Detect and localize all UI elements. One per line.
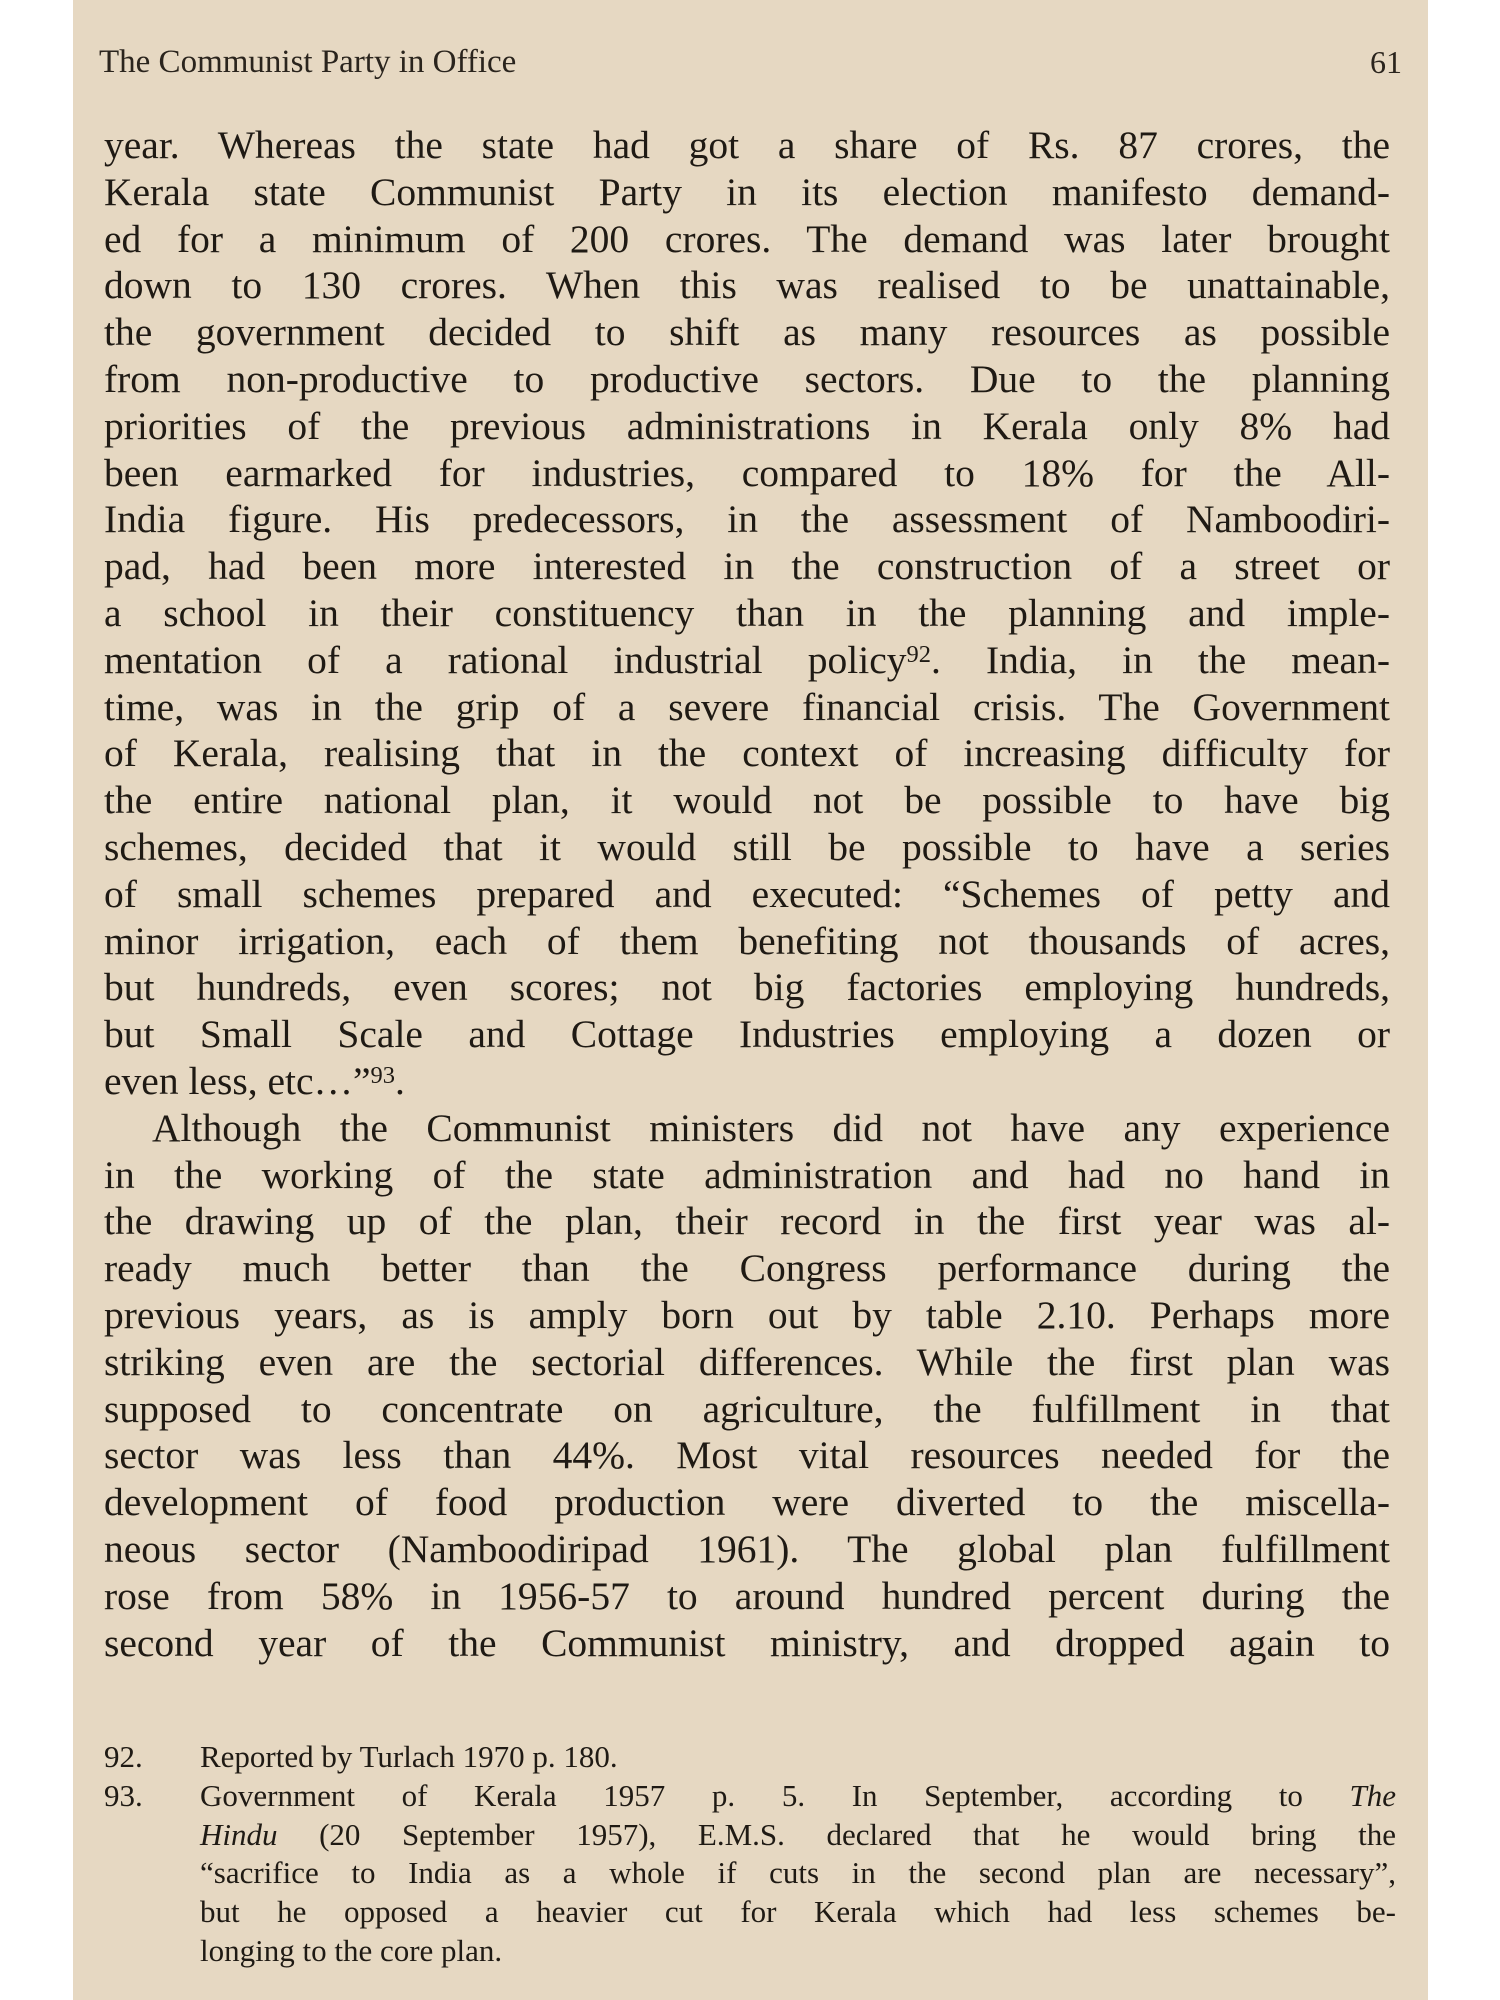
footnote-number: 93. — [104, 1777, 143, 1813]
text-line: development of food production were diverted to the miscella- — [104, 1480, 1390, 1525]
footnote-line: longing to the core plan. — [200, 1932, 503, 1968]
footnote-line: “sacrifice to India as a whole if cuts in the second plan are necessary”, — [200, 1855, 1396, 1891]
text-line: priorities of the previous administrations in Kerala only 8% had — [104, 403, 1390, 448]
text-line — [104, 1058, 1390, 1105]
text-line: but Small Scale and Cottage Industries employing a dozen or — [104, 1012, 1390, 1057]
text-fragment: (20 September 1957), E.M.S. declared that he would bring the — [319, 1816, 1397, 1852]
text-fragment: . — [395, 1058, 405, 1103]
footnote-ref-93[interactable]: 93 — [370, 1061, 395, 1089]
text-line: minor irrigation, each of them benefiting not thousands of acres, — [104, 918, 1390, 963]
text-line: neous sector (Namboodiripad 1961). The global plan fulfillment — [104, 1526, 1390, 1571]
text-fragment: Government of Kerala 1957 p. 5. In September, according to — [200, 1777, 1303, 1813]
text-line — [104, 637, 1390, 684]
book-page — [73, 0, 1428, 2000]
text-line: striking even are the sectorial differences. While the first plan was — [104, 1339, 1390, 1384]
text-line: Although the Communist ministers did not have any experience — [152, 1105, 1390, 1150]
text-line: schemes, decided that it would still be possible to have a series — [104, 824, 1390, 869]
italic-title: The — [1349, 1777, 1396, 1813]
body-text — [104, 122, 1390, 1666]
italic-title: Hindu — [200, 1816, 278, 1852]
text-line: India figure. His predecessors, in the assessment of Namboodiri- — [104, 497, 1390, 542]
footnote-line — [200, 1777, 1396, 1816]
text-line: previous years, as is amply born out by table 2.10. Perhaps more — [104, 1292, 1390, 1337]
text-line: from non-productive to productive sectors. Due to the planning — [104, 356, 1390, 401]
text-line: the entire national plan, it would not be possible to have big — [104, 778, 1390, 823]
text-line: of small schemes prepared and executed: “Schemes of petty and — [104, 871, 1390, 916]
footnote-93 — [104, 1777, 1396, 1971]
text-line: down to 130 crores. When this was realised to be unattainable, — [104, 263, 1390, 308]
text-line: of Kerala, realising that in the context of increasing difficulty for — [104, 731, 1390, 776]
text-line: year. Whereas the state had got a share of Rs. 87 crores, the — [104, 123, 1390, 167]
text-line: time, was in the grip of a severe financial crisis. The Government — [104, 684, 1390, 729]
text-line: sector was less than 44%. Most vital resources needed for the — [104, 1433, 1390, 1478]
text-fragment: mentation of a rational industrial policy — [104, 637, 907, 682]
text-line: supposed to concentrate on agriculture, the fulfillment in that — [104, 1386, 1390, 1431]
footnote-line: Reported by Turlach 1970 p. 180. — [200, 1739, 618, 1774]
text-line: a school in their constituency than in the planning and imple- — [104, 590, 1390, 635]
footnote-line — [200, 1816, 1396, 1855]
footnote-ref-92[interactable]: 92 — [906, 640, 931, 668]
text-fragment: even less, etc…” — [104, 1058, 371, 1103]
page-number: 61 — [1370, 44, 1402, 80]
chapter-title: The Communist Party in Office — [99, 44, 517, 80]
text-line: ready much better than the Congress performance during the — [104, 1246, 1390, 1291]
text-line: the drawing up of the plan, their record in the first year was al- — [104, 1199, 1390, 1244]
text-line: ed for a minimum of 200 crores. The demand was later brought — [104, 216, 1390, 261]
footnote-number: 92. — [104, 1739, 143, 1774]
text-line: pad, had been more interested in the construction of a street or — [104, 544, 1390, 589]
text-line: Kerala state Communist Party in its election manifesto demand- — [104, 169, 1390, 214]
footnote-92 — [104, 1738, 1396, 1777]
text-fragment: . India, in the mean- — [930, 637, 1390, 682]
text-line: been earmarked for industries, compared to 18% for the All- — [104, 450, 1390, 495]
text-line: in the working of the state administration and had no hand in — [104, 1152, 1390, 1197]
text-line: rose from 58% in 1956-57 to around hundred percent during the — [104, 1573, 1390, 1618]
footnote-line: but he opposed a heavier cut for Kerala which had less schemes be- — [200, 1894, 1396, 1930]
running-head — [99, 44, 1402, 84]
text-line: the government decided to shift as many resources as possible — [104, 310, 1390, 355]
text-line: but hundreds, even scores; not big factories employing hundreds, — [104, 965, 1390, 1010]
footnotes — [104, 1738, 1396, 1971]
text-line: second year of the Communist ministry, and dropped again to — [104, 1620, 1390, 1665]
